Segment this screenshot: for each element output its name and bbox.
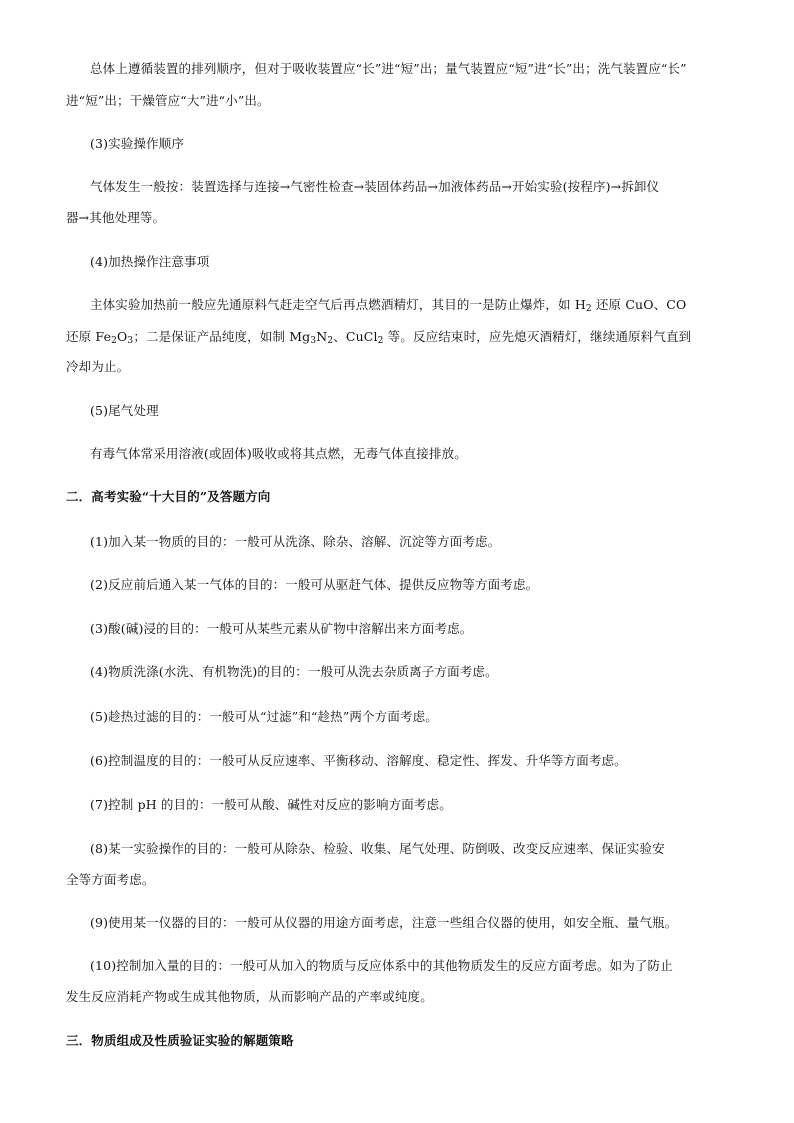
list-item-5: (5)趁热过滤的目的：一般可从“过滤”和“趁热”两个方面考虑。 xyxy=(90,709,438,724)
list-item-1: (1)加入某一物质的目的：一般可从洗涤、除杂、溶解、沉淀等方面考虑。 xyxy=(90,534,501,549)
list-item-10-line-1: (10)控制加入量的目的：一般可从加入的物质与反应体系中的其他物质发生的反应方面考虑。如为了防止 xyxy=(90,958,673,973)
subheading-tail-gas: (5)尾气处理 xyxy=(90,403,159,418)
subheading-operation-order: (3)实验操作顺序 xyxy=(90,136,185,151)
paragraph-gas-generation-line-2: 器→其他处理等。 xyxy=(66,210,166,225)
list-item-7: (7)控制 pH 的目的：一般可从酸、碱性对反应的影响方面考虑。 xyxy=(90,797,452,812)
paragraph-tail-gas: 有毒气体常采用溶液(或固体)吸收或将其点燃，无毒气体直接排放。 xyxy=(90,446,467,461)
list-item-9: (9)使用某一仪器的目的：一般可从仪器的用途方面考虑，注意一些组合仪器的使用，如安全瓶、量气瓶。 xyxy=(90,915,678,930)
list-item-6: (6)控制温度的目的：一般可从反应速率、平衡移动、溶解度、稳定性、挥发、升华等方面考虑。 xyxy=(90,753,627,768)
list-item-8-line-1: (8)某一实验操作的目的：一般可从除杂、检验、收集、尾气处理、防倒吸、改变反应速率、保证实验安 xyxy=(90,841,665,856)
list-item-3: (3)酸(碱)浸的目的：一般可从某些元素从矿物中溶解出来方面考虑。 xyxy=(90,621,473,636)
paragraph-order-line-2: 进“短”出；干燥管应“大”进“小”出。 xyxy=(66,93,270,108)
subheading-heating-notes: (4)加热操作注意事项 xyxy=(90,254,210,269)
list-item-10-line-2: 发生反应消耗产物或生成其他物质，从而影响产品的产率或纯度。 xyxy=(66,989,433,1004)
paragraph-heating-line-1: 主体实验加热前一般应先通原料气赶走空气后再点燃酒精灯，其目的一是防止爆炸，如 $H_2$ 还原 CuO、CO xyxy=(90,297,687,314)
list-item-4: (4)物质洗涤(水洗、有机物洗)的目的：一般可从洗去杂质离子方面考虑。 xyxy=(90,664,498,679)
section-heading-ten-purposes: 二．高考实验“十大目的”及答题方向 xyxy=(66,489,271,504)
list-item-8-line-2: 全等方面考虑。 xyxy=(66,872,155,887)
list-item-2: (2)反应前后通入某一气体的目的：一般可从驱赶气体、提供反应物等方面考虑。 xyxy=(90,577,539,592)
paragraph-heating-line-3: 冷却为止。 xyxy=(66,359,130,374)
paragraph-gas-generation-line-1: 气体发生一般按：装置选择与连接→气密性检查→装固体药品→加液体药品→开始实验(按程序)→拆卸仪 xyxy=(90,179,660,194)
paragraph-order-line-1: 总体上遵循装置的排列顺序，但对于吸收装置应“长”进“短”出；量气装置应“短”进“长”出；洗气装置应“长” xyxy=(90,61,687,76)
paragraph-heating-line-2: 还原 $Fe_2O_3$；二是保证产品纯度，如制 $Mg_3N_2$、CuCl$_2$ 等。反应结束时，应先熄灭酒精灯，继续通原料气直到 xyxy=(66,329,692,346)
section-heading-composition-strategy: 三．物质组成及性质验证实验的解题策略 xyxy=(66,1033,294,1048)
